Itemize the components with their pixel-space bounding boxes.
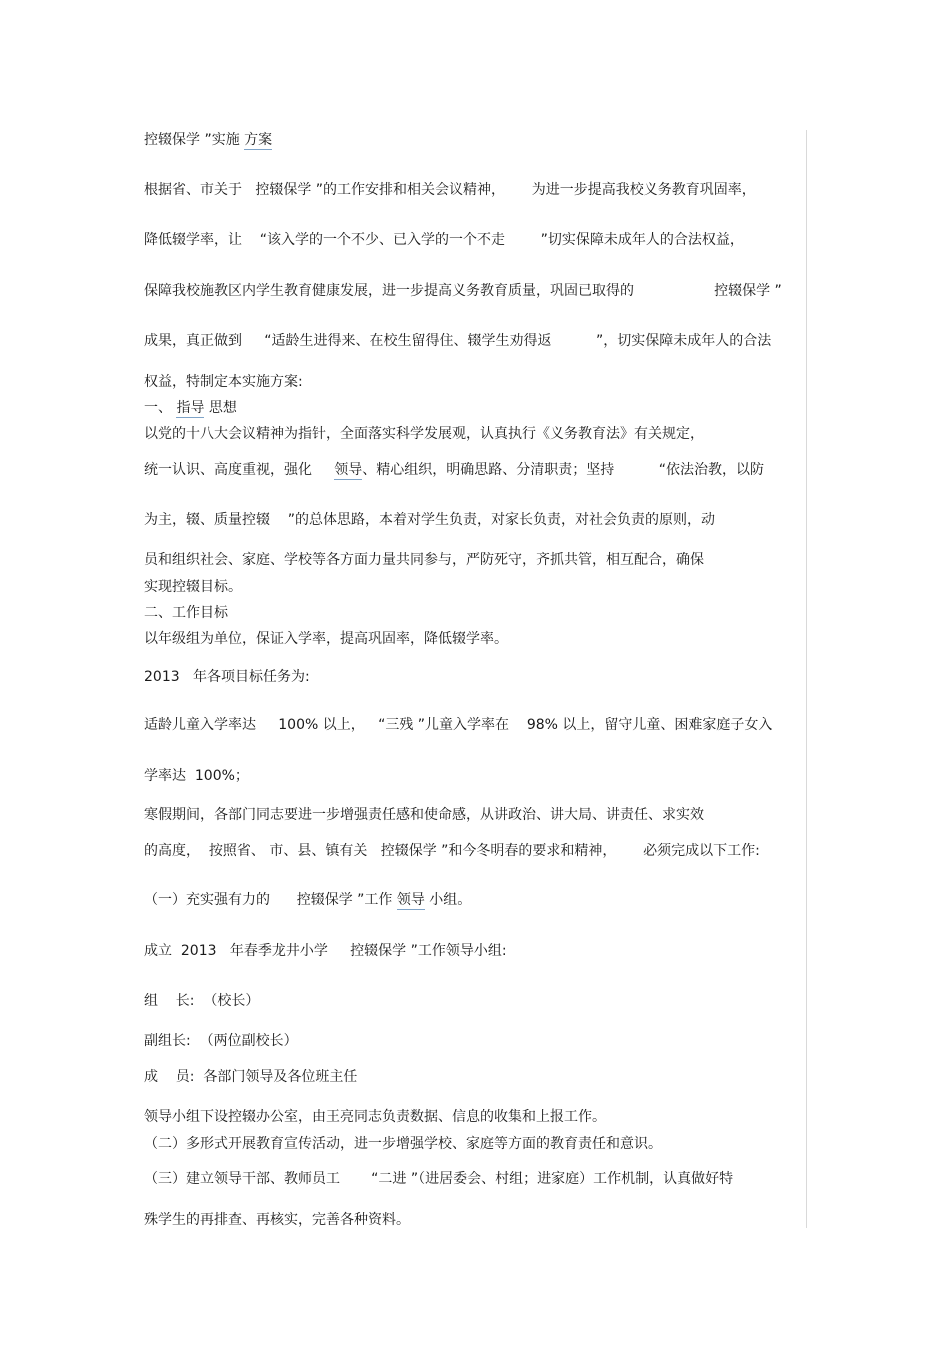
section2-line-2: 2013 年各项目标任务为: (144, 669, 310, 685)
item1-prefix: （一）充实强有力的 控辍保学 ”工作 (144, 892, 397, 908)
section1-line-2 (144, 461, 764, 479)
group-deputy: 副组长: （两位副校长） (144, 1033, 298, 1049)
item2-line: （二）多形式开展教育宣传活动，进一步增强学校、家庭等方面的教育责任和意识。 (144, 1136, 662, 1152)
section2-line-4: 学率达 100%； (144, 768, 249, 784)
title-link-fangan[interactable]: 方案 (244, 132, 273, 148)
document-title (144, 131, 272, 149)
title-text: 控辍保学 ”实施 (144, 132, 245, 148)
section2-line-1: 以年级组为单位，保证入学率，提高巩固率，降低辍学率。 (144, 631, 508, 647)
item3-line-2: 殊学生的再排查、再核实，完善各种资料。 (144, 1212, 410, 1228)
intro-line-1: 根据省、市关于 控辍保学 ”的工作安排和相关会议精神， 为进一步提高我校义务教育巩固率， (144, 182, 756, 198)
heading-suffix: 思想 (204, 400, 237, 416)
item3-line-1: （三）建立领导干部、教师员工 “二进 ”（进居委会、村组；进家庭）工作机制，认真做好特 (144, 1171, 734, 1187)
section2-line-6: 的高度， 按照省、 市、县、镇有关 控辍保学 ”和今冬明春的要求和精神， 必须完成以下工作: (144, 843, 760, 859)
section2-line-5: 寒假期间，各部门同志要进一步增强责任感和使命感，从讲政治、讲大局、讲责任、求实效 (144, 807, 704, 823)
section1-line-3: 为主，辍、质量控辍 ”的总体思路，本着对学生负责，对家长负责，对社会负责的原则，动 (144, 512, 716, 528)
item1-suffix: 小组。 (424, 892, 472, 908)
link-lingdao-2[interactable]: 领导 (396, 892, 425, 908)
group-members: 成 员: 各部门领导及各位班主任 (144, 1069, 358, 1085)
group-leader: 组 长: （校长） (144, 993, 260, 1009)
intro-line-5: 权益，特制定本实施方案: (144, 374, 303, 390)
section2-heading: 二、工作目标 (144, 605, 228, 621)
section2-line-3: 适龄儿童入学率达 100% 以上， “三残 ”儿童入学率在 98% 以上，留守儿童、困难家庭子女入 (144, 717, 773, 733)
intro-line-2: 降低辍学率，让 “该入学的一个不少、已入学的一个不走 ”切实保障未成年人的合法权益， (144, 232, 744, 248)
heading-number: 一、 (144, 400, 177, 416)
section1-line-1: 以党的十八大会议精神为指针，全面落实科学发展观，认真执行《义务教育法》有关规定， (144, 426, 704, 442)
group-line-1: 成立 2013 年春季龙井小学 控辍保学 ”工作领导小组: (144, 943, 507, 959)
intro-line-4: 成果，真正做到 “适龄生进得来、在校生留得住、辍学生劝得返 ”，切实保障未成年人的合法 (144, 333, 772, 349)
intro-line-3: 保障我校施教区内学生教育健康发展，进一步提高义务教育质量，巩固已取得的 控辍保学 ” (144, 283, 782, 299)
link-zhidao[interactable]: 指导 (176, 400, 205, 416)
link-lingdao-1[interactable]: 领导 (334, 462, 363, 478)
item1-line (144, 891, 471, 909)
line-prefix: 统一认识、高度重视，强化 (144, 462, 335, 478)
section1-line-5: 实现控辍目标。 (144, 579, 242, 595)
group-office: 领导小组下设控辍办公室，由王亮同志负责数据、信息的收集和上报工作。 (144, 1109, 606, 1125)
section1-heading (144, 399, 237, 417)
line-suffix: 、精心组织，明确思路、分清职责；坚持 “依法治教，以防 (362, 462, 765, 478)
section1-line-4: 员和组织社会、家庭、学校等各方面力量共同参与，严防死守，齐抓共管，相互配合，确保 (144, 552, 704, 568)
page-margin-rule (806, 130, 807, 1228)
